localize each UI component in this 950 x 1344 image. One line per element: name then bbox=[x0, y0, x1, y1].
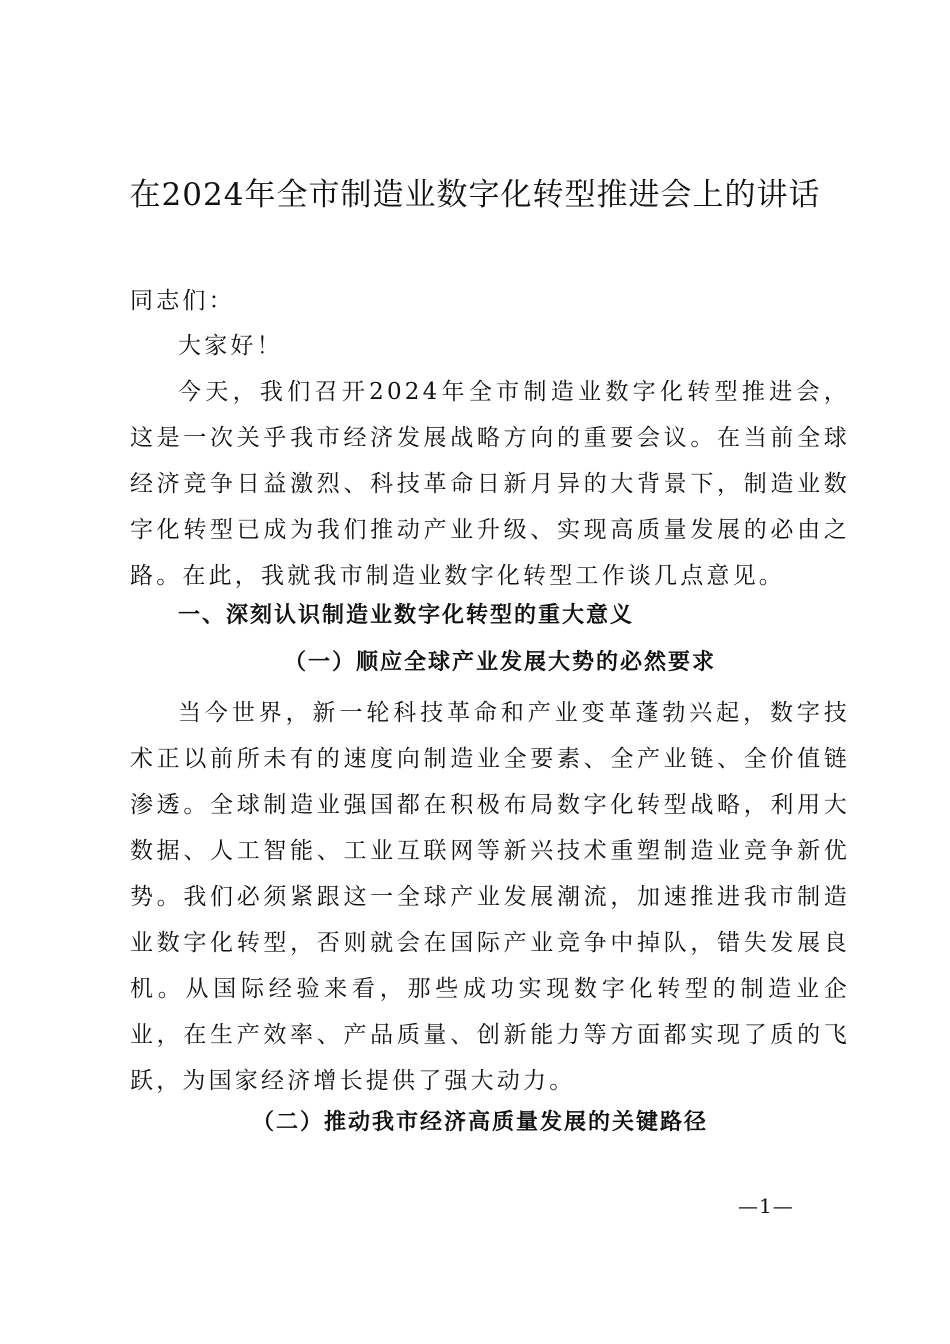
page-number: —1— bbox=[738, 1194, 794, 1218]
salutation: 同志们： bbox=[130, 288, 235, 314]
section-heading-1: 一、深刻认识制造业数字化转型的重大意义 bbox=[178, 603, 635, 628]
subsection-heading-1: （一）顺应全球产业发展大势的必然要求 bbox=[283, 649, 716, 675]
document-title: 在2024年全市制造业数字化转型推进会上的讲话 bbox=[129, 177, 821, 213]
greeting: 大家好！ bbox=[178, 333, 283, 359]
subsection-heading-2: （二）推动我市经济高质量发展的关键路径 bbox=[251, 1109, 708, 1135]
paragraph-global-trend: 当今世界，新一轮科技革命和产业变革蓬勃兴起，数字技术正以前所未有的速度向制造业全要素、全产业链、全价值链渗透。全球制造业强国都在积极布局数字化转型战略，利用大数据、人工智能、工业互联网等新兴技术重塑制造业竞争新优势。我们必须紧跟这一全球产业发展潮流，加速推进我市制造业数字化转型，否则就会在国际产业竞争中掉队，错失发展良机。从国际经验来看，那些成功实现数字化转型的制造业企业，在生产效率、产品质量、创新能力等方面都实现了质的飞跃，为国家经济增长提供了强大动力。 bbox=[130, 700, 850, 1094]
paragraph-intro: 今天，我们召开2024年全市制造业数字化转型推进会，这是一次关乎我市经济发展战略方向的重要会议。在当前全球经济竞争日益激烈、科技革命日新月异的大背景下，制造业数字化转型已成为我们推动产业升级、实现高质量发展的必由之路。在此，我就我市制造业数字化转型工作谈几点意见。 bbox=[130, 379, 850, 589]
